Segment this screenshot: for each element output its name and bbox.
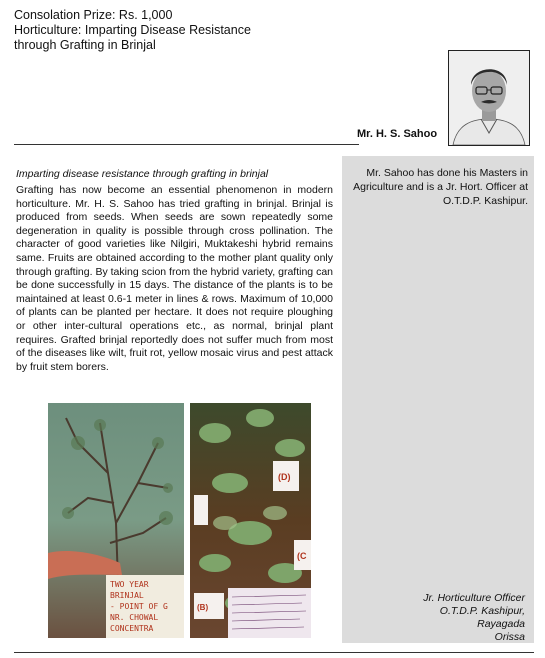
brinjal-seedlings-photo: [190, 403, 311, 638]
page-header: [14, 8, 251, 53]
signature-office: O.T.D.P. Kashipur,: [439, 605, 525, 617]
sidebar-panel: [342, 156, 534, 643]
signature-district: Rayagada: [477, 618, 525, 630]
author-name: Mr. H. S. Sahoo: [357, 128, 438, 140]
sign-text-5: CONCENTRA: [110, 624, 154, 633]
prize-line: Consolation Prize: Rs. 1,000: [14, 8, 173, 22]
tag-c-label: (C: [297, 551, 307, 561]
title-line-2: through Grafting in Brinjal: [14, 38, 156, 52]
signature-state: Orissa: [494, 631, 525, 643]
title-line-1: Horticulture: Imparting Disease Resistance: [14, 23, 251, 37]
bottom-divider: [14, 652, 534, 653]
tag-d-label: (D): [278, 472, 291, 482]
tag-b-label: (B): [197, 603, 209, 612]
sign-text-4: NR. CHOWAL: [110, 613, 159, 622]
sign-text-3: - POINT OF G: [110, 602, 168, 611]
signature-block: [390, 592, 525, 644]
article-body: Grafting has now become an essential phenomenon in modern horticulture. Mr. H. S. Sahoo has tried grafting in brinjal. Brinjal is produced from seeds. When seeds are sown repeatedly some degeneration in quality is possible through cross pollination. The character of good varieties like Nilgiri, Muktakeshi hybrid remains same. Fruits are obtained according to the mother plant quality only through grafting. By taking scion from the hybrid variety, grafting can be done successfully in 15 days. The distance of the plants is to be maintained at least 0.6-1 meter in lines & rows. Maximum of 10,000 of plants can be planted per hectare. It does not require ploughing or other inter-cultural operations etc., as normal, brinjal plant requires. Grafted brinjal reportedly does not suffer much from most of the diseases like wilt, fruit rot, yellow mosaic virus and pest attack by fruit stem borers.: [16, 184, 333, 373]
sign-text-1: TWO YEAR: [110, 580, 149, 589]
article-subtitle: Imparting disease resistance through grafting in brinjal: [16, 168, 269, 180]
top-divider: [14, 144, 359, 145]
sign-text-2: BRINJAL: [110, 591, 144, 600]
signature-title: Jr. Horticulture Officer: [423, 592, 525, 604]
author-bio: Mr. Sahoo has done his Masters in Agriculture and is a Jr. Hort. Officer at O.T.D.P. Kashipur.: [353, 167, 528, 207]
portrait-photo: [448, 50, 530, 146]
grafted-brinjal-photo: [48, 403, 184, 638]
